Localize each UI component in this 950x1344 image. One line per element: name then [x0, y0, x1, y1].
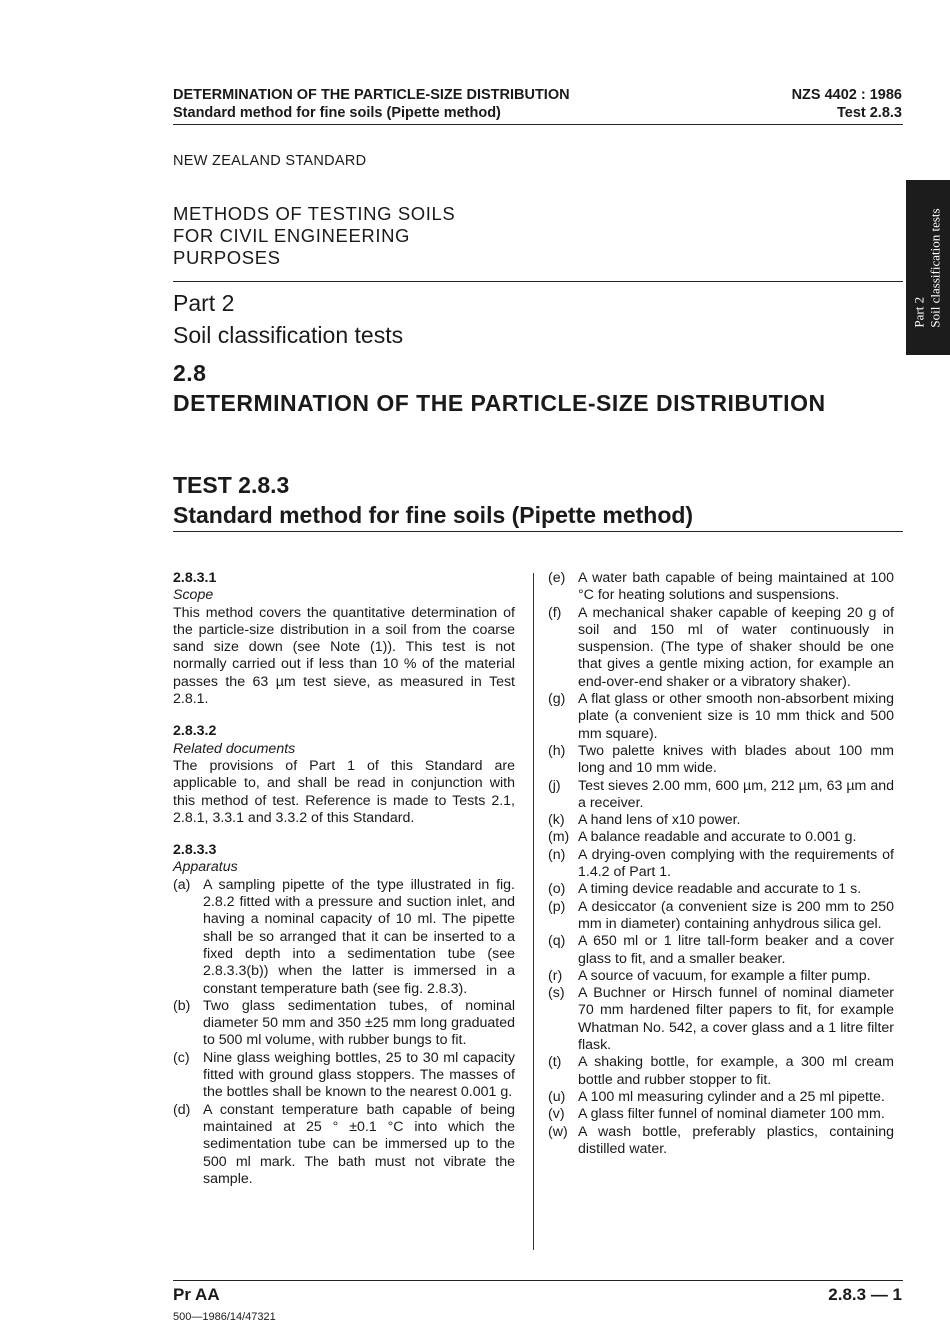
item-label: (o)	[548, 881, 566, 898]
right-column	[548, 570, 894, 1158]
item-label: (m)	[548, 829, 570, 846]
left-column	[173, 570, 515, 1203]
item-label: (v)	[548, 1106, 565, 1123]
apparatus-item	[548, 812, 894, 829]
item-label: (d)	[173, 1101, 191, 1118]
item-label: (p)	[548, 898, 566, 915]
apparatus-item	[548, 605, 894, 691]
item-text: A 100 ml measuring cylinder and a 25 ml pipette.	[578, 1088, 885, 1105]
side-tab-line1: Part 2	[912, 296, 927, 328]
section-heading	[173, 358, 826, 418]
apparatus-item	[548, 1106, 894, 1123]
test-heading	[173, 470, 693, 530]
apparatus-item	[548, 778, 894, 813]
apparatus-item	[548, 881, 894, 898]
methods-title-line1: METHODS OF TESTING SOILS	[173, 203, 456, 224]
item-label: (g)	[548, 691, 566, 708]
apparatus-item	[173, 998, 515, 1050]
scope-number: 2.8.3.1	[173, 570, 217, 586]
item-text: A glass filter funnel of nominal diameter 100 mm.	[578, 1106, 885, 1123]
apparatus-item	[173, 1102, 515, 1188]
related-number: 2.8.3.2	[173, 723, 217, 740]
item-label: (h)	[548, 742, 566, 759]
item-label: (r)	[548, 967, 563, 984]
item-text: A water bath capable of being maintained at 100 °C for heating solutions and suspensions.	[578, 570, 894, 604]
apparatus-item	[548, 1124, 894, 1159]
apparatus-title: Apparatus	[173, 859, 238, 876]
apparatus-number: 2.8.3.3	[173, 842, 217, 859]
item-text: A desiccator (a convenient size is 200 mm to 250 mm in diameter) containing anhydrous silica gel.	[578, 898, 894, 932]
apparatus-item	[173, 877, 515, 998]
item-text: A mechanical shaker capable of keeping 20 g of soil and 150 ml of water continuously in suspension. (The type of shaker should be one that gives a gentle mixing action, for example an end-over-end shaker or a vibratory shaker).	[578, 604, 894, 690]
apparatus-item	[548, 829, 894, 846]
standard-label: NEW ZEALAND STANDARD	[173, 153, 367, 169]
apparatus-item	[548, 691, 894, 743]
methods-title-line3: PURPOSES	[173, 247, 281, 268]
related-text: The provisions of Part 1 of this Standard are applicable to, and shall be read in conjunction with this method of test. Reference is made to Tests 2.1, 2.8.1, 3.3.1 and 3.3.2 of this Standard.	[173, 757, 515, 826]
item-text: A constant temperature bath capable of being maintained at 25 ° ±0.1 °C into which the sedimentation tube can be immersed up to the 500 ml mark. The bath must not vibrate the sample.	[203, 1101, 515, 1187]
side-tab-line2: Soil classification tests	[928, 207, 943, 328]
scope-title: Scope	[173, 587, 214, 604]
header-left-line2: Standard method for fine soils (Pipette method)	[173, 105, 501, 121]
item-text: A wash bottle, preferably plastics, containing distilled water.	[578, 1123, 894, 1157]
item-text: Nine glass weighing bottles, 25 to 30 ml capacity fitted with ground glass stoppers. The masses of the bottles shall be known to the nearest 0.001 g.	[203, 1049, 515, 1101]
item-text: A hand lens of x10 power.	[578, 812, 741, 829]
header-left-line1: DETERMINATION OF THE PARTICLE-SIZE DISTRIBUTION	[173, 87, 570, 103]
item-label: (q)	[548, 933, 566, 950]
item-label: (c)	[173, 1049, 190, 1066]
header-rule	[173, 124, 903, 125]
section-number: 2.8	[173, 360, 207, 386]
item-label: (n)	[548, 846, 566, 863]
apparatus-item	[548, 1054, 894, 1089]
side-thumb-tab	[906, 180, 950, 355]
item-label: (j)	[548, 777, 561, 794]
item-label: (k)	[548, 812, 565, 829]
apparatus-item	[173, 1050, 515, 1102]
title-rule	[173, 281, 903, 282]
item-text: A shaking bottle, for example, a 300 ml cream bottle and rubber stopper to fit.	[578, 1054, 894, 1088]
section-title: DETERMINATION OF THE PARTICLE-SIZE DISTRIBUTION	[173, 390, 826, 416]
test-title: Standard method for fine soils (Pipette method)	[173, 502, 694, 528]
item-text: A sampling pipette of the type illustrated in fig. 2.8.2 fitted with a pressure and suction inlet, and having a nominal capacity of 10 ml. The pipette shall be so arranged that it can be inserted to a fixed depth into a sedimentation tube (see 2.8.3.3(b)) when the latter is immersed in a constant temperature bath (see fig. 2.8.3).	[203, 876, 515, 997]
methods-title	[173, 203, 455, 269]
related-section	[173, 723, 515, 827]
item-label: (w)	[548, 1123, 568, 1140]
item-text: A Buchner or Hirsch funnel of nominal diameter 70 mm hardened filter papers to fit, for example Whatman No. 542, a cover glass and a 1 litre filter flask.	[578, 985, 894, 1054]
apparatus-item	[548, 985, 894, 1054]
item-label: (f)	[548, 604, 562, 621]
footer-left: Pr AA	[173, 1285, 220, 1304]
related-title: Related documents	[173, 740, 296, 757]
scope-text: This method covers the quantitative determination of the particle-size distribution in a soil from the coarse sand size down (see Note (1)). This test is not normally carried out if less than 10 % of the material passes the 63 µm test sieve, as measured in Test 2.8.1.	[173, 604, 515, 708]
item-label: (t)	[548, 1054, 562, 1071]
test-number: TEST 2.8.3	[173, 472, 290, 498]
scope-section	[173, 570, 515, 708]
running-header-left	[173, 86, 570, 122]
item-label: (s)	[548, 985, 565, 1002]
apparatus-item	[548, 743, 894, 778]
methods-title-line2: FOR CIVIL ENGINEERING	[173, 225, 411, 246]
column-divider	[533, 573, 534, 1250]
part-number: Part 2	[173, 290, 235, 316]
item-text: A balance readable and accurate to 0.001 g.	[578, 829, 857, 846]
apparatus-item	[548, 847, 894, 882]
item-text: A timing device readable and accurate to 1 s.	[578, 881, 862, 898]
apparatus-item	[548, 1089, 894, 1106]
item-label: (e)	[548, 570, 566, 586]
item-text: A flat glass or other smooth non-absorbent mixing plate (a convenient size is 10 mm thick and 500 mm square).	[578, 691, 894, 742]
item-text: A source of vacuum, for example a filter pump.	[578, 967, 871, 984]
item-text: A drying-oven complying with the requirements of 1.4.2 of Part 1.	[578, 846, 894, 881]
apparatus-item	[548, 899, 894, 934]
item-text: Two palette knives with blades about 100 mm long and 10 mm wide.	[578, 742, 894, 777]
header-right-line2: Test 2.8.3	[836, 105, 902, 121]
print-code: 500—1986/14/47321	[173, 1311, 276, 1323]
apparatus-item	[548, 570, 894, 605]
header-right-line1: NZS 4402 : 1986	[791, 87, 902, 103]
test-rule	[173, 531, 903, 532]
item-text: A 650 ml or 1 litre tall-form beaker and a cover glass to fit, and a smaller beaker.	[578, 933, 894, 967]
item-text: Two glass sedimentation tubes, of nominal diameter 50 mm and 350 ±25 mm long graduated to 500 ml volume, with rubber bungs to fit.	[203, 997, 515, 1049]
footer-rule	[173, 1280, 903, 1281]
apparatus-item	[548, 968, 894, 985]
part-heading	[173, 287, 403, 351]
apparatus-section	[173, 842, 515, 1188]
item-label: (u)	[548, 1088, 566, 1105]
page-number: 2.8.3 — 1	[828, 1285, 902, 1304]
item-text: Test sieves 2.00 mm, 600 µm, 212 µm, 63 µm and a receiver.	[578, 777, 894, 811]
running-header-right	[792, 86, 902, 122]
item-label: (b)	[173, 997, 191, 1014]
part-name: Soil classification tests	[173, 322, 404, 348]
apparatus-item	[548, 933, 894, 968]
item-label: (a)	[173, 876, 191, 893]
